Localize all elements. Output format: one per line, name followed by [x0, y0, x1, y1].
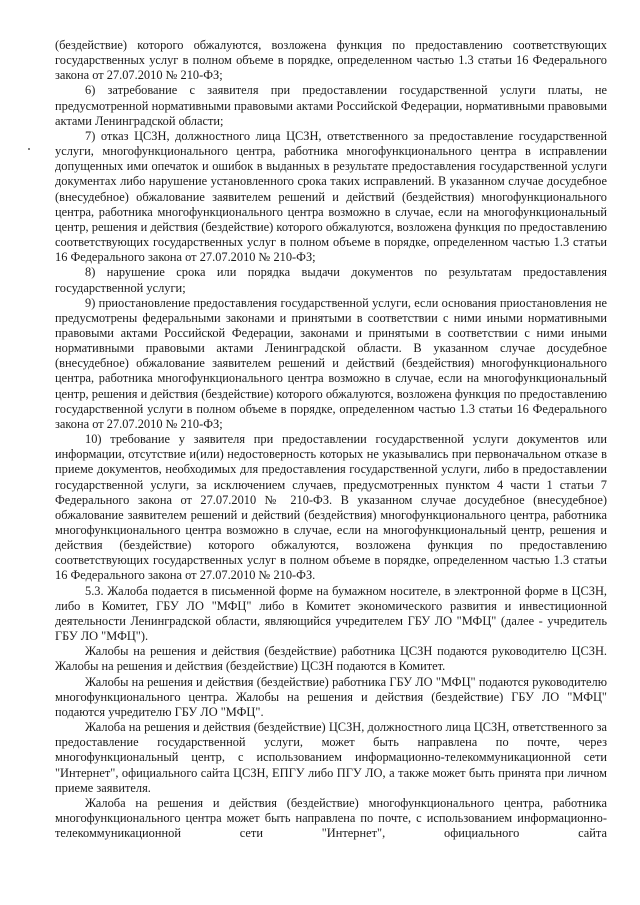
paragraph-item-6: 6) затребование с заявителя при предоставлении государственной услуги платы, не предусмотренной нормативными правовыми актами Российской Федерации, нормативными правовыми актами Ленинградской области; — [55, 83, 607, 128]
document-page — [55, 38, 607, 841]
paragraph-complaint-channels-cszn: Жалоба на решения и действия (бездействие) ЦСЗН, должностного лица ЦСЗН, ответственного за предоставление государственной услуги, может быть направлена по почте, через многофункциональный центр, с использованием информационно-телекоммуникационной сети "Интернет", официального сайта ЦСЗН, ЕПГУ либо ПГУ ЛО, а также может быть принята при личном приеме заявителя. — [55, 720, 607, 795]
paragraph-item-10: 10) требование у заявителя при предоставлении государственной услуги документов или информации, отсутствие и(или) недостоверность которых не указывались при первоначальном отказе в приеме документов, необходимых для предоставления государственной услуги, либо в предоставлении государственной услуги, за исключением случаев, предусмотренных пунктом 4 части 1 статьи 7 Федерального закона от 27.07.2010 № 210-ФЗ. В указанном случае досудебное (внесудебное) обжалование заявителем решений и действий (бездействия) многофункционального центра, работника многофункционального центра возможно в случае, если на многофункциональный центр, решения и действия (бездействие) которого обжалуются, возложена функция по предоставлению соответствующих государственных услуг в полном объеме в порядке, определенном частью 1.3 статьи 16 Федерального закона от 27.07.2010 № 210-ФЗ. — [55, 432, 607, 583]
paragraph-item-7: 7) отказ ЦСЗН, должностного лица ЦСЗН, ответственного за предоставление государственной услуги, многофункционального центра, работника многофункционального центра в исправлении допущенных ими опечаток и ошибок в выданных в результате предоставления государственной услуги документах либо нарушение установленного срока таких исправлений. В указанном случае досудебное (внесудебное) обжалование заявителем решений и действий (бездействия) многофункционального центра, работника многофункционального центра возможно в случае, если на многофункциональный центр, решения и действия (бездействие) которого обжалуются, возложена функция по предоставлению соответствующих государственных услуг в полном объеме в порядке, определенном частью 1.3 статьи 16 Федерального закона от 27.07.2010 № 210-ФЗ; — [55, 128, 607, 265]
paragraph-complaints-mfc: Жалобы на решения и действия (бездействие) работника ГБУ ЛО "МФЦ" подаются руководителю многофункционального центра. Жалобы на решения и действия (бездействие) ГБУ ЛО "МФЦ" подаются учредителю ГБУ ЛО "МФЦ". — [55, 674, 607, 719]
scan-speck — [28, 148, 30, 150]
paragraph-continuation: (бездействие) которого обжалуются, возложена функция по предоставлению соответствующих государственных услуг в полном объеме в порядке, определенном частью 1.3 статьи 16 Федерального закона от 27.07.2010 № 210-ФЗ; — [55, 38, 607, 83]
paragraph-complaints-cszn: Жалобы на решения и действия (бездействие) работника ЦСЗН подаются руководителю ЦСЗН. Жалобы на решения и действия (бездействие) ЦСЗН подаются в Комитет. — [55, 644, 607, 674]
paragraph-item-8: 8) нарушение срока или порядка выдачи документов по результатам предоставления государственной услуги; — [55, 265, 607, 295]
paragraph-section-5-3: 5.3. Жалоба подается в письменной форме на бумажном носителе, в электронной форме в ЦСЗН, либо в Комитет, ГБУ ЛО "МФЦ" либо в Комитет экономического развития и инвестиционной деятельности Ленинградской области, являющийся учредителем ГБУ ЛО "МФЦ" (далее - учредитель ГБУ ЛО "МФЦ"). — [55, 583, 607, 644]
paragraph-complaint-channels-mfc: Жалоба на решения и действия (бездействие) многофункционального центра, работника многофункционального центра может быть направлена по почте, с использованием информационно-телекоммуникационной сети "Интернет", официального сайта — [55, 795, 607, 841]
paragraph-item-9: 9) приостановление предоставления государственной услуги, если основания приостановления не предусмотрены федеральными законами и принятыми в соответствии с ними иными нормативными правовыми актами Российской Федерации, законами и принятыми в соответствии с ними иными нормативными правовыми актами Ленинградской области. В указанном случае досудебное (внесудебное) обжалование заявителем решений и действий (бездействия) многофункционального центра, работника многофункционального центра возможно в случае, если на многофункциональный центр, решения и действия (бездействие) которого обжалуются, возложена функция по предоставлению государственной услуги в полном объеме в порядке, определенном частью 1.3 статьи 16 Федерального закона от 27.07.2010 № 210-ФЗ; — [55, 295, 607, 431]
